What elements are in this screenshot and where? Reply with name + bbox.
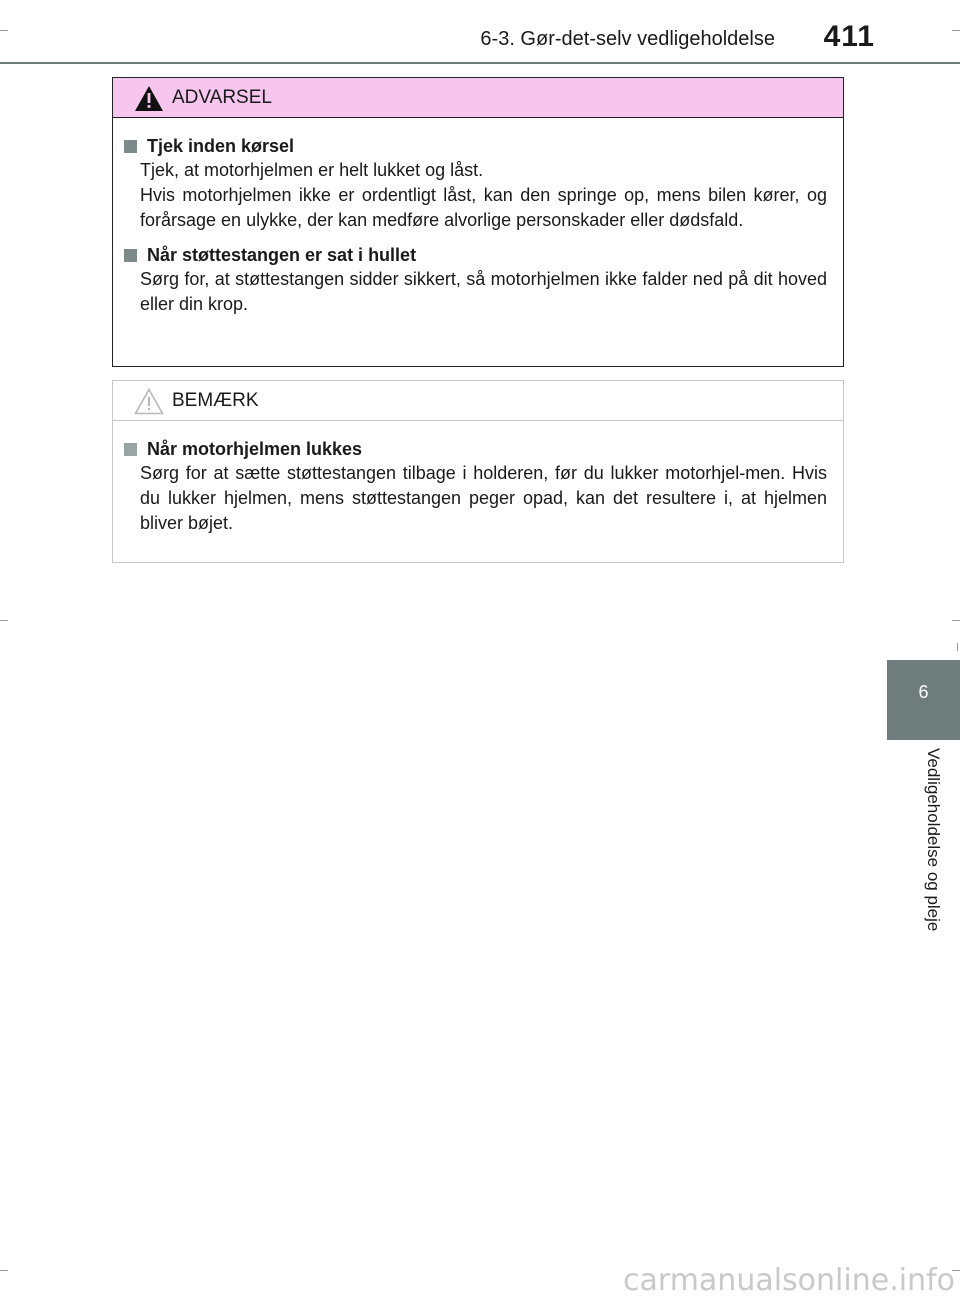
warning-box-title: ADVARSEL (172, 87, 272, 108)
warning-box-body (113, 118, 843, 317)
crop-mark (952, 620, 960, 621)
square-bullet-icon (124, 443, 137, 456)
crop-mark (957, 643, 958, 651)
notice-box-title: BEMÆRK (172, 390, 259, 411)
page-header (0, 0, 960, 60)
item-paragraph: Sørg for at sætte støttestangen tilbage i holderen, før du lukker motorhjel-men. Hvis du lukker hjelmen, mens støttestangen peger opad, kan det resultere i, at hjelmen bliver bøjet. (140, 463, 827, 533)
page-number: 411 (823, 20, 875, 53)
item-heading: Tjek inden kørsel (147, 136, 295, 156)
caution-triangle-icon (134, 388, 164, 415)
warning-item (124, 243, 827, 317)
notice-box-header (113, 381, 843, 421)
square-bullet-icon (124, 140, 137, 153)
warning-box (112, 77, 844, 367)
item-paragraph: Tjek, at motorhjelmen er helt lukket og låst. (140, 160, 484, 180)
square-bullet-icon (124, 249, 137, 262)
crop-mark (0, 1270, 8, 1271)
section-title: 6-3. Gør-det-selv vedligeholdelse (480, 28, 775, 50)
item-heading: Når motorhjelmen lukkes (147, 439, 363, 459)
header-rule (0, 62, 960, 64)
watermark: carmanualsonline.info (623, 1263, 955, 1298)
chapter-label: Vedligeholdelse og pleje (924, 748, 943, 932)
crop-mark (0, 620, 8, 621)
warning-item (124, 134, 827, 233)
warning-triangle-icon (134, 85, 164, 112)
item-heading: Når støttestangen er sat i hullet (147, 245, 417, 265)
notice-box-body (113, 421, 843, 536)
item-paragraph: Sørg for, at støttestangen sidder sikkert, så motorhjelmen ikke falder ned på dit hoved eller din krop. (140, 269, 827, 314)
warning-box-header (113, 78, 843, 118)
chapter-number: 6 (918, 682, 929, 702)
chapter-tab (887, 660, 960, 740)
notice-box (112, 380, 844, 563)
item-paragraph: Hvis motorhjelmen ikke er ordentligt låst, kan den springe op, mens bilen kører, og forårsage en ulykke, der kan medføre alvorlige personskader eller dødsfald. (140, 185, 827, 230)
notice-item (124, 437, 827, 536)
